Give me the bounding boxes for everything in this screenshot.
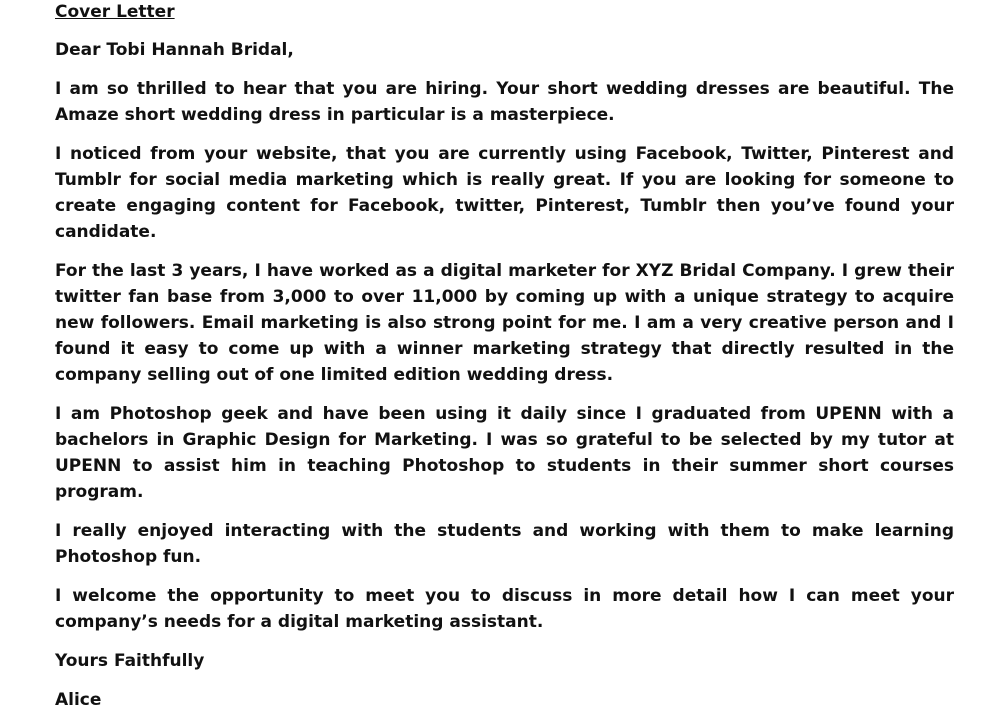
salutation: Dear Tobi Hannah Bridal, — [55, 40, 294, 60]
signature: Alice — [55, 690, 102, 710]
paragraph-social-media: I noticed from your website, that you are currently using Facebook, Twitter, Pinterest and Tumblr for social media marketing which is really great. If you are looking for someone to create engaging content for Facebook, twitter, Pinterest, Tumblr then you’ve found your candidate. — [55, 144, 954, 242]
paragraph-photoshop: I am Photoshop geek and have been using it daily since I graduated from UPENN with a bachelors in Graphic Design for Marketing. I was so grateful to be selected by my tutor at UPENN to assist him in teaching Photoshop to students in their summer short courses program. — [55, 404, 954, 502]
closing: Yours Faithfully — [55, 651, 205, 671]
letter-body — [55, 0, 954, 713]
paragraph-experience: For the last 3 years, I have worked as a digital marketer for XYZ Bridal Company. I grew their twitter fan base from 3,000 to over 11,000 by coming up with a unique strategy to acquire new followers. Email marketing is also strong point for me. I am a very creative person and I found it easy to come up with a winner marketing strategy that directly resulted in the company selling out of one limited edition wedding dress. — [55, 261, 954, 385]
letter-title: Cover Letter — [55, 2, 175, 22]
paragraph-teaching: I really enjoyed interacting with the students and working with them to make learning Photoshop fun. — [55, 521, 954, 567]
paragraph-conclusion: I welcome the opportunity to meet you to discuss in more detail how I can meet your company’s needs for a digital marketing assistant. — [55, 586, 954, 632]
paragraph-intro: I am so thrilled to hear that you are hiring. Your short wedding dresses are beautiful. The Amaze short wedding dress in particular is a masterpiece. — [55, 79, 954, 125]
